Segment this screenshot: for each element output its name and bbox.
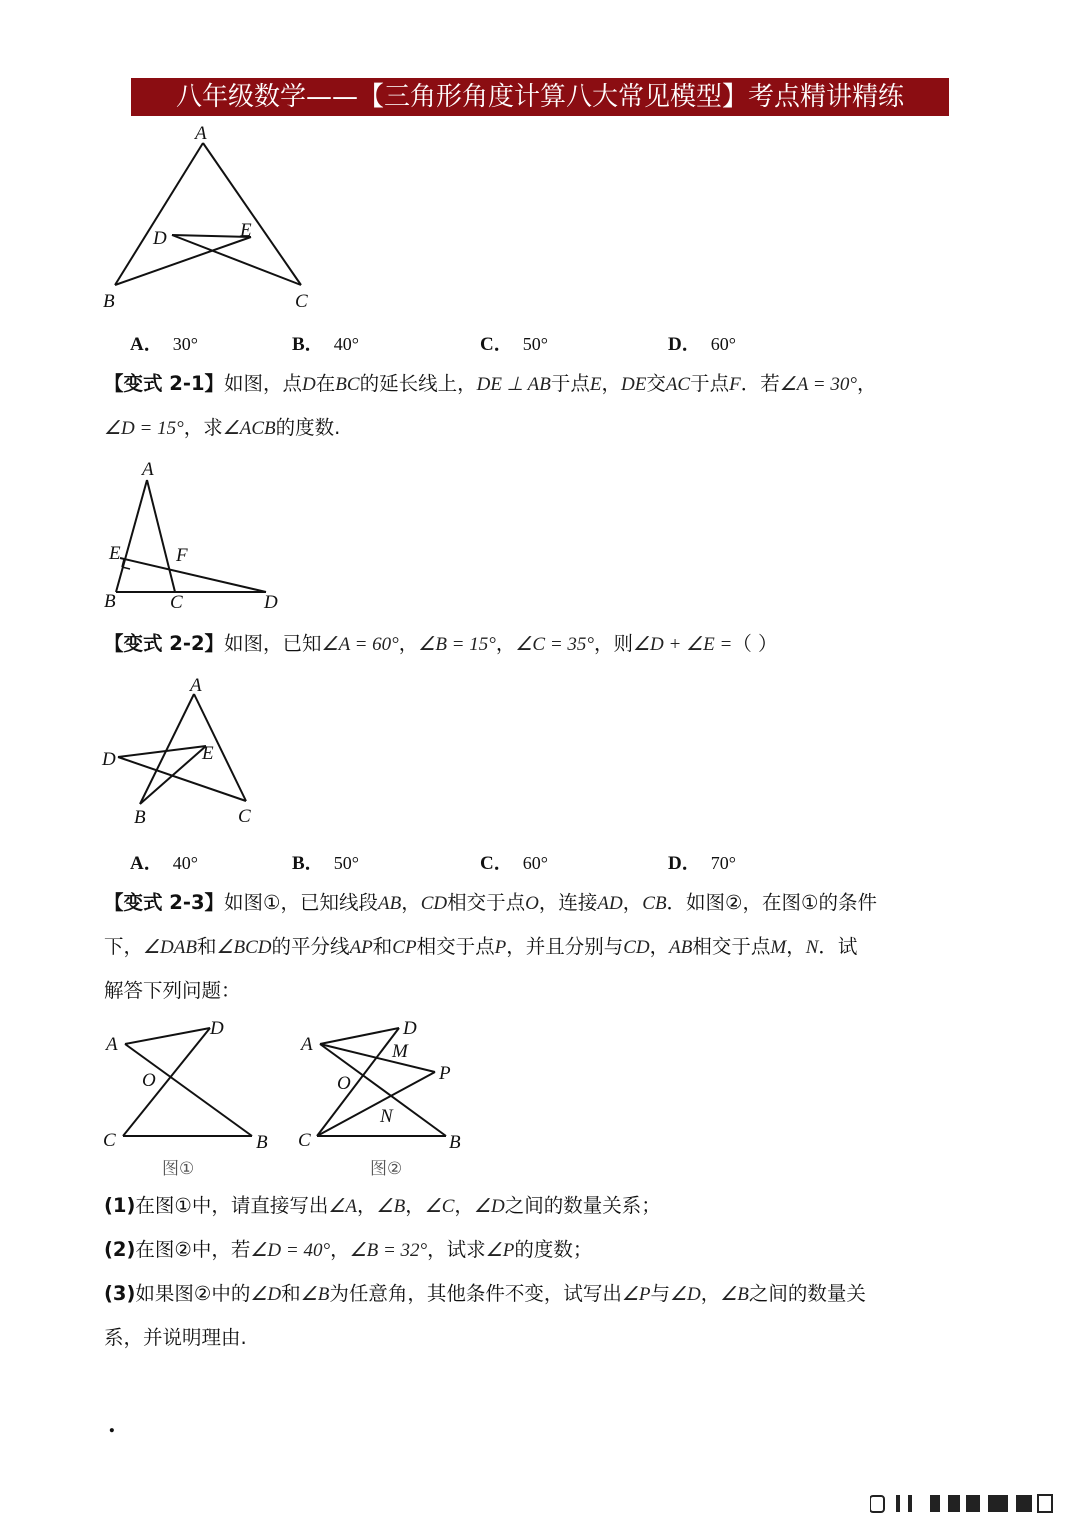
option-key: B． — [292, 334, 324, 355]
label-O: O — [337, 1073, 351, 1094]
label-D: D — [403, 1018, 417, 1039]
variant-2-1-line-2 — [104, 406, 984, 450]
text: 解答下列问题： — [104, 979, 241, 1002]
label-D: D — [264, 592, 278, 613]
math: M — [770, 937, 787, 958]
label-M: M — [392, 1041, 408, 1062]
label-B: B — [449, 1132, 461, 1153]
question-1 — [104, 1184, 984, 1228]
variant-tag: 【变式 2-1】 — [104, 372, 225, 395]
math: CB — [642, 893, 667, 914]
label-B: B — [256, 1132, 268, 1153]
math: ∠B = 32° — [349, 1240, 428, 1261]
math: CP — [392, 937, 417, 958]
math: O — [525, 893, 539, 914]
text: ．试 — [818, 935, 858, 958]
figure-caption: 图① — [162, 1159, 195, 1179]
math: ∠DAB — [143, 937, 197, 958]
label-C: C — [238, 806, 251, 827]
text: 之间的数量关 — [748, 1282, 866, 1305]
math: AP — [349, 937, 373, 958]
text: 于点 — [690, 372, 730, 395]
variant-2-3-line-3 — [104, 969, 984, 1012]
math: P — [494, 937, 507, 958]
text: （ ） — [732, 632, 778, 655]
option-value: 70° — [710, 853, 736, 873]
question-3-line-2 — [104, 1316, 984, 1359]
option-c[interactable] — [480, 848, 548, 875]
segment-AP — [320, 1044, 435, 1072]
option-c[interactable] — [480, 329, 548, 356]
text: 之间的数量关系； — [504, 1194, 661, 1217]
math: AC — [665, 374, 691, 395]
segment-CP — [317, 1072, 435, 1136]
text: 和 — [196, 935, 217, 958]
label-B: B — [103, 291, 115, 312]
segment-AB — [116, 480, 147, 592]
label-E: E — [240, 220, 252, 241]
text: 下， — [104, 935, 144, 958]
math: ∠ACB — [222, 418, 276, 439]
text: ．如图②，在图①的条件 — [666, 891, 878, 914]
math: ∠P — [621, 1284, 651, 1305]
math: AD — [597, 893, 623, 914]
text: 如果图②中的 — [135, 1282, 251, 1305]
text: 于点 — [550, 372, 590, 395]
option-key: B． — [292, 853, 324, 874]
math: ∠A = 30° — [779, 374, 857, 395]
variant-2-1-text — [104, 362, 984, 450]
label-F: F — [176, 545, 188, 566]
math: CD — [420, 893, 448, 914]
text: 在 — [315, 372, 336, 395]
text: 系，并说明理由. — [104, 1326, 247, 1349]
text: 的平分线 — [271, 935, 350, 958]
label-A: A — [195, 123, 207, 144]
question-3 — [104, 1272, 984, 1316]
text: 和 — [372, 935, 393, 958]
variant-2-2-text — [104, 622, 984, 666]
option-value: 60° — [522, 853, 548, 873]
math: ∠D — [250, 1284, 282, 1305]
math: ∠B — [300, 1284, 330, 1305]
question-number: (1) — [104, 1194, 136, 1217]
text: ，连接 — [538, 891, 598, 914]
math: N — [805, 937, 819, 958]
answer-options-1 — [130, 329, 830, 359]
math: F — [729, 374, 741, 395]
text: 和 — [281, 1282, 301, 1305]
label-A: A — [106, 1034, 118, 1055]
answer-options-2 — [130, 848, 830, 878]
variant-2-1-line-1 — [104, 362, 984, 406]
text: 与 — [650, 1282, 670, 1305]
option-key: D． — [668, 334, 701, 355]
math: DE — [620, 374, 647, 395]
option-key: A． — [130, 334, 163, 355]
text: 在图②中，若 — [135, 1238, 251, 1261]
variant-2-3-line-2 — [104, 925, 984, 969]
page-title: 八年级数学——【三角形角度计算八大常见模型】考点精讲精练 — [131, 78, 949, 116]
text: 为任意角，其他条件不变，试写出 — [329, 1282, 622, 1305]
label-C: C — [295, 291, 308, 312]
math: ∠D + ∠E = — [633, 634, 733, 655]
option-d[interactable] — [668, 329, 736, 356]
text: 相交于点 — [447, 891, 526, 914]
variant-2-3-line-1 — [104, 881, 984, 925]
question-2 — [104, 1228, 984, 1272]
option-b[interactable] — [292, 329, 359, 356]
math: ∠D = 40° — [250, 1240, 331, 1261]
math: ∠B = 15° — [418, 634, 496, 655]
text: ， — [786, 935, 806, 958]
text: ， — [357, 1194, 377, 1217]
math: D — [302, 374, 316, 395]
text: ， — [649, 935, 670, 958]
math: ∠A — [328, 1196, 358, 1217]
segment-AD — [125, 1028, 210, 1044]
text: ， — [401, 891, 421, 914]
text: ， — [330, 1238, 350, 1261]
segment-ED — [120, 558, 266, 592]
figure-1-triangle — [95, 118, 335, 318]
text: ，并且分别与 — [506, 935, 624, 958]
variant-tag: 【变式 2-3】 — [104, 891, 225, 914]
label-O: O — [142, 1070, 156, 1091]
math: ∠P — [485, 1240, 515, 1261]
label-C: C — [170, 592, 183, 613]
math: AB — [378, 893, 402, 914]
text: ，试求 — [427, 1238, 486, 1261]
label-D: D — [210, 1018, 224, 1039]
text: 在图①中，请直接写出 — [135, 1194, 329, 1217]
math: ∠B — [720, 1284, 749, 1305]
option-key: C． — [480, 853, 513, 874]
text: 如图，点 — [224, 372, 303, 395]
text: ， — [700, 1282, 721, 1305]
text: 的度数； — [514, 1238, 593, 1261]
math: ∠B — [376, 1196, 406, 1217]
label-P: P — [439, 1063, 451, 1084]
math: BC — [335, 374, 360, 395]
segment-BE — [115, 237, 251, 285]
text: ， — [622, 891, 643, 914]
label-A: A — [190, 675, 202, 696]
math: CD — [623, 937, 650, 958]
option-value: 60° — [710, 334, 736, 354]
label-B: B — [134, 807, 146, 828]
figure-4-crossing-segments — [98, 1012, 288, 1182]
text: 如图①，已知线段 — [224, 891, 379, 914]
question-list — [104, 1184, 984, 1359]
segment-AC — [147, 480, 175, 592]
figure-2-triangle — [100, 455, 300, 615]
label-E: E — [109, 543, 121, 564]
math: AB — [669, 937, 693, 958]
variant-tag: 【变式 2-2】 — [104, 632, 225, 655]
text: ， — [495, 632, 516, 655]
math: ∠C = 35° — [515, 634, 594, 655]
label-E: E — [202, 743, 214, 764]
label-B: B — [104, 591, 116, 612]
figure-3-star — [98, 670, 298, 835]
option-key: C． — [480, 334, 513, 355]
figure-caption: 图② — [370, 1159, 403, 1179]
segment-AB — [115, 143, 203, 285]
variant-2-3-text — [104, 881, 984, 1012]
label-D: D — [153, 228, 167, 249]
segment-DC — [123, 1028, 210, 1136]
option-value: 50° — [333, 853, 359, 873]
label-C: C — [103, 1130, 116, 1151]
math: ∠D — [669, 1284, 701, 1305]
text: 的度数. — [275, 416, 341, 439]
text: 如图，已知 — [224, 632, 322, 655]
text: 相交于点 — [692, 935, 771, 958]
label-N: N — [380, 1106, 393, 1127]
option-value: 50° — [522, 334, 548, 354]
math: ∠D — [473, 1196, 505, 1217]
option-value: 40° — [333, 334, 359, 354]
option-key: D． — [668, 853, 701, 874]
text: ．若 — [740, 372, 780, 395]
option-value: 30° — [172, 334, 198, 354]
text: ， — [601, 372, 621, 395]
label-A: A — [142, 459, 154, 480]
watermark-icon — [870, 1492, 1060, 1514]
segment-DE — [118, 746, 206, 757]
math: ∠D = 15° — [104, 418, 184, 439]
segment-AD — [320, 1028, 399, 1044]
math: DE ⊥ AB — [476, 374, 551, 395]
label-A: A — [301, 1034, 313, 1055]
math: ∠C — [424, 1196, 455, 1217]
text: 相交于点 — [416, 935, 495, 958]
math: ∠BCD — [216, 937, 272, 958]
segment-AC — [203, 143, 301, 285]
label-D: D — [102, 749, 116, 770]
text: 的延长线上， — [359, 372, 477, 395]
text: ，求 — [183, 416, 223, 439]
label-C: C — [298, 1130, 311, 1151]
option-a[interactable] — [130, 848, 198, 875]
text: 交 — [646, 372, 666, 395]
figure-5-bisectors — [295, 1012, 495, 1182]
question-number: (2) — [104, 1238, 136, 1261]
option-d[interactable] — [668, 848, 736, 875]
text: ， — [398, 632, 419, 655]
text: ， — [856, 372, 877, 395]
option-key: A． — [130, 853, 163, 874]
trailing-dot: . — [108, 1412, 116, 1438]
option-b[interactable] — [292, 848, 359, 875]
segment-BE — [140, 746, 206, 804]
text: ， — [405, 1194, 425, 1217]
text: ， — [454, 1194, 474, 1217]
math: E — [589, 374, 602, 395]
text: ，则 — [594, 632, 634, 655]
question-number: (3) — [104, 1282, 136, 1305]
option-a[interactable] — [130, 329, 198, 356]
option-value: 40° — [172, 853, 198, 873]
math: ∠A = 60° — [321, 634, 399, 655]
